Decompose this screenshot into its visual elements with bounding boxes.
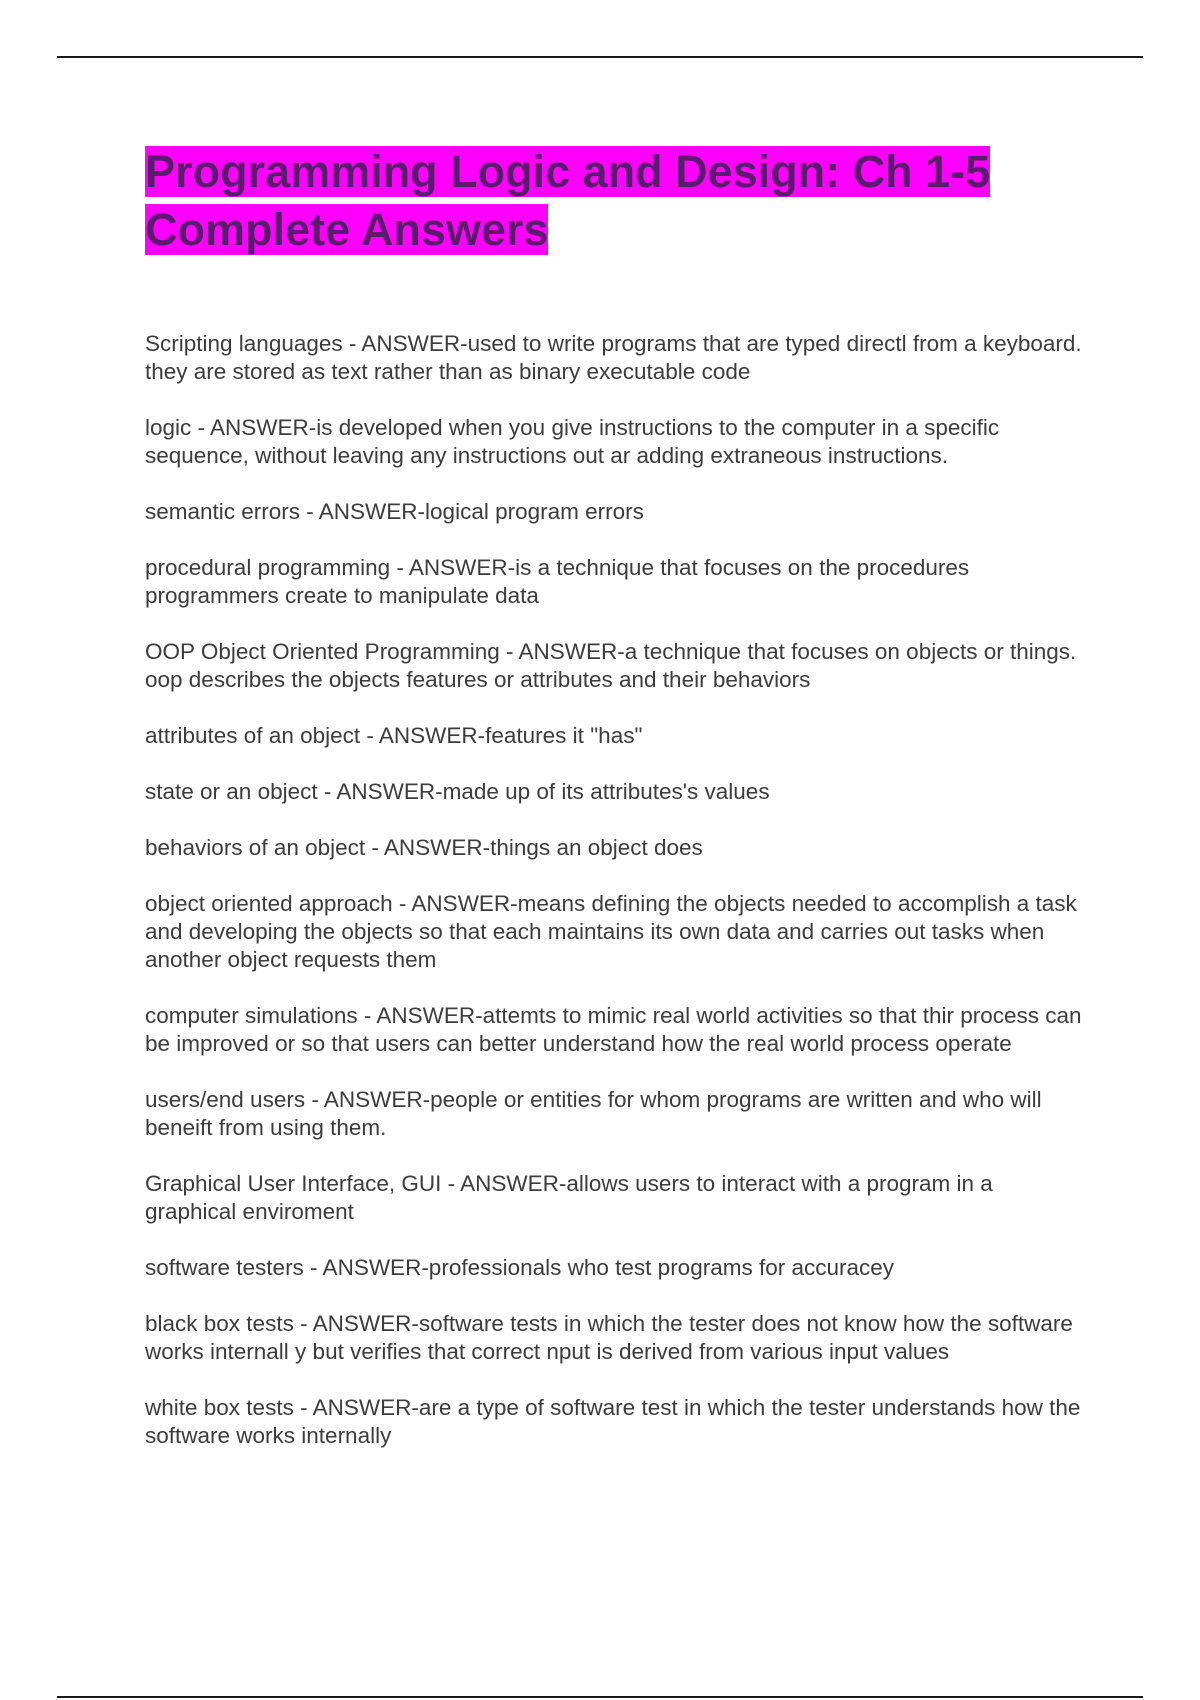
qa-entry: logic - ANSWER-is developed when you give instructions to the computer in a specific sequence, without leaving any instructions out ar adding extraneous instructions. [145,415,1000,468]
qa-entry: computer simulations - ANSWER-attemts to mimic real world activities so that thir process can be improved or so that users can better understand how the real world process operate [145,1003,1082,1056]
qa-entry: Graphical User Interface, GUI - ANSWER-allows users to interact with a program in a graphical enviroment [145,1171,993,1224]
qa-entry: behaviors of an object - ANSWER-things an object does [145,835,703,860]
qa-entry: semantic errors - ANSWER-logical program errors [145,499,644,524]
qa-entry: state or an object - ANSWER-made up of its attributes's values [145,779,770,804]
qa-entry: white box tests - ANSWER-are a type of software test in which the tester understands how the software works internally [145,1395,1081,1448]
qa-entry: attributes of an object - ANSWER-features it "has" [145,723,643,748]
bottom-rule [57,1696,1143,1698]
top-rule [57,56,1143,58]
qa-entry: OOP Object Oriented Programming - ANSWER-a technique that focuses on objects or things. oop describes the objects features or attributes and their behaviors [145,639,1077,692]
qa-entry: software testers - ANSWER-professionals who test programs for accuracey [145,1255,895,1280]
qa-entry: object oriented approach - ANSWER-means defining the objects needed to accomplish a task and developing the objects so that each maintains its own data and carries out tasks when another object requests them [145,891,1077,972]
title-highlight: Programming Logic and Design: Ch 1-5 Complete Answers [145,146,991,255]
qa-list [145,330,1085,1478]
qa-entry: users/end users - ANSWER-people or entities for whom programs are written and who will beneift from using them. [145,1087,1042,1140]
qa-entry: black box tests - ANSWER-software tests in which the tester does not know how the software works internall y but verifies that correct nput is derived from various input values [145,1311,1073,1364]
qa-entry: Scripting languages - ANSWER-used to write programs that are typed directl from a keyboard. they are stored as text rather than as binary executable code [145,331,1082,384]
qa-entry: procedural programming - ANSWER-is a technique that focuses on the procedures programmers create to manipulate data [145,555,970,608]
document-title [145,143,1085,259]
